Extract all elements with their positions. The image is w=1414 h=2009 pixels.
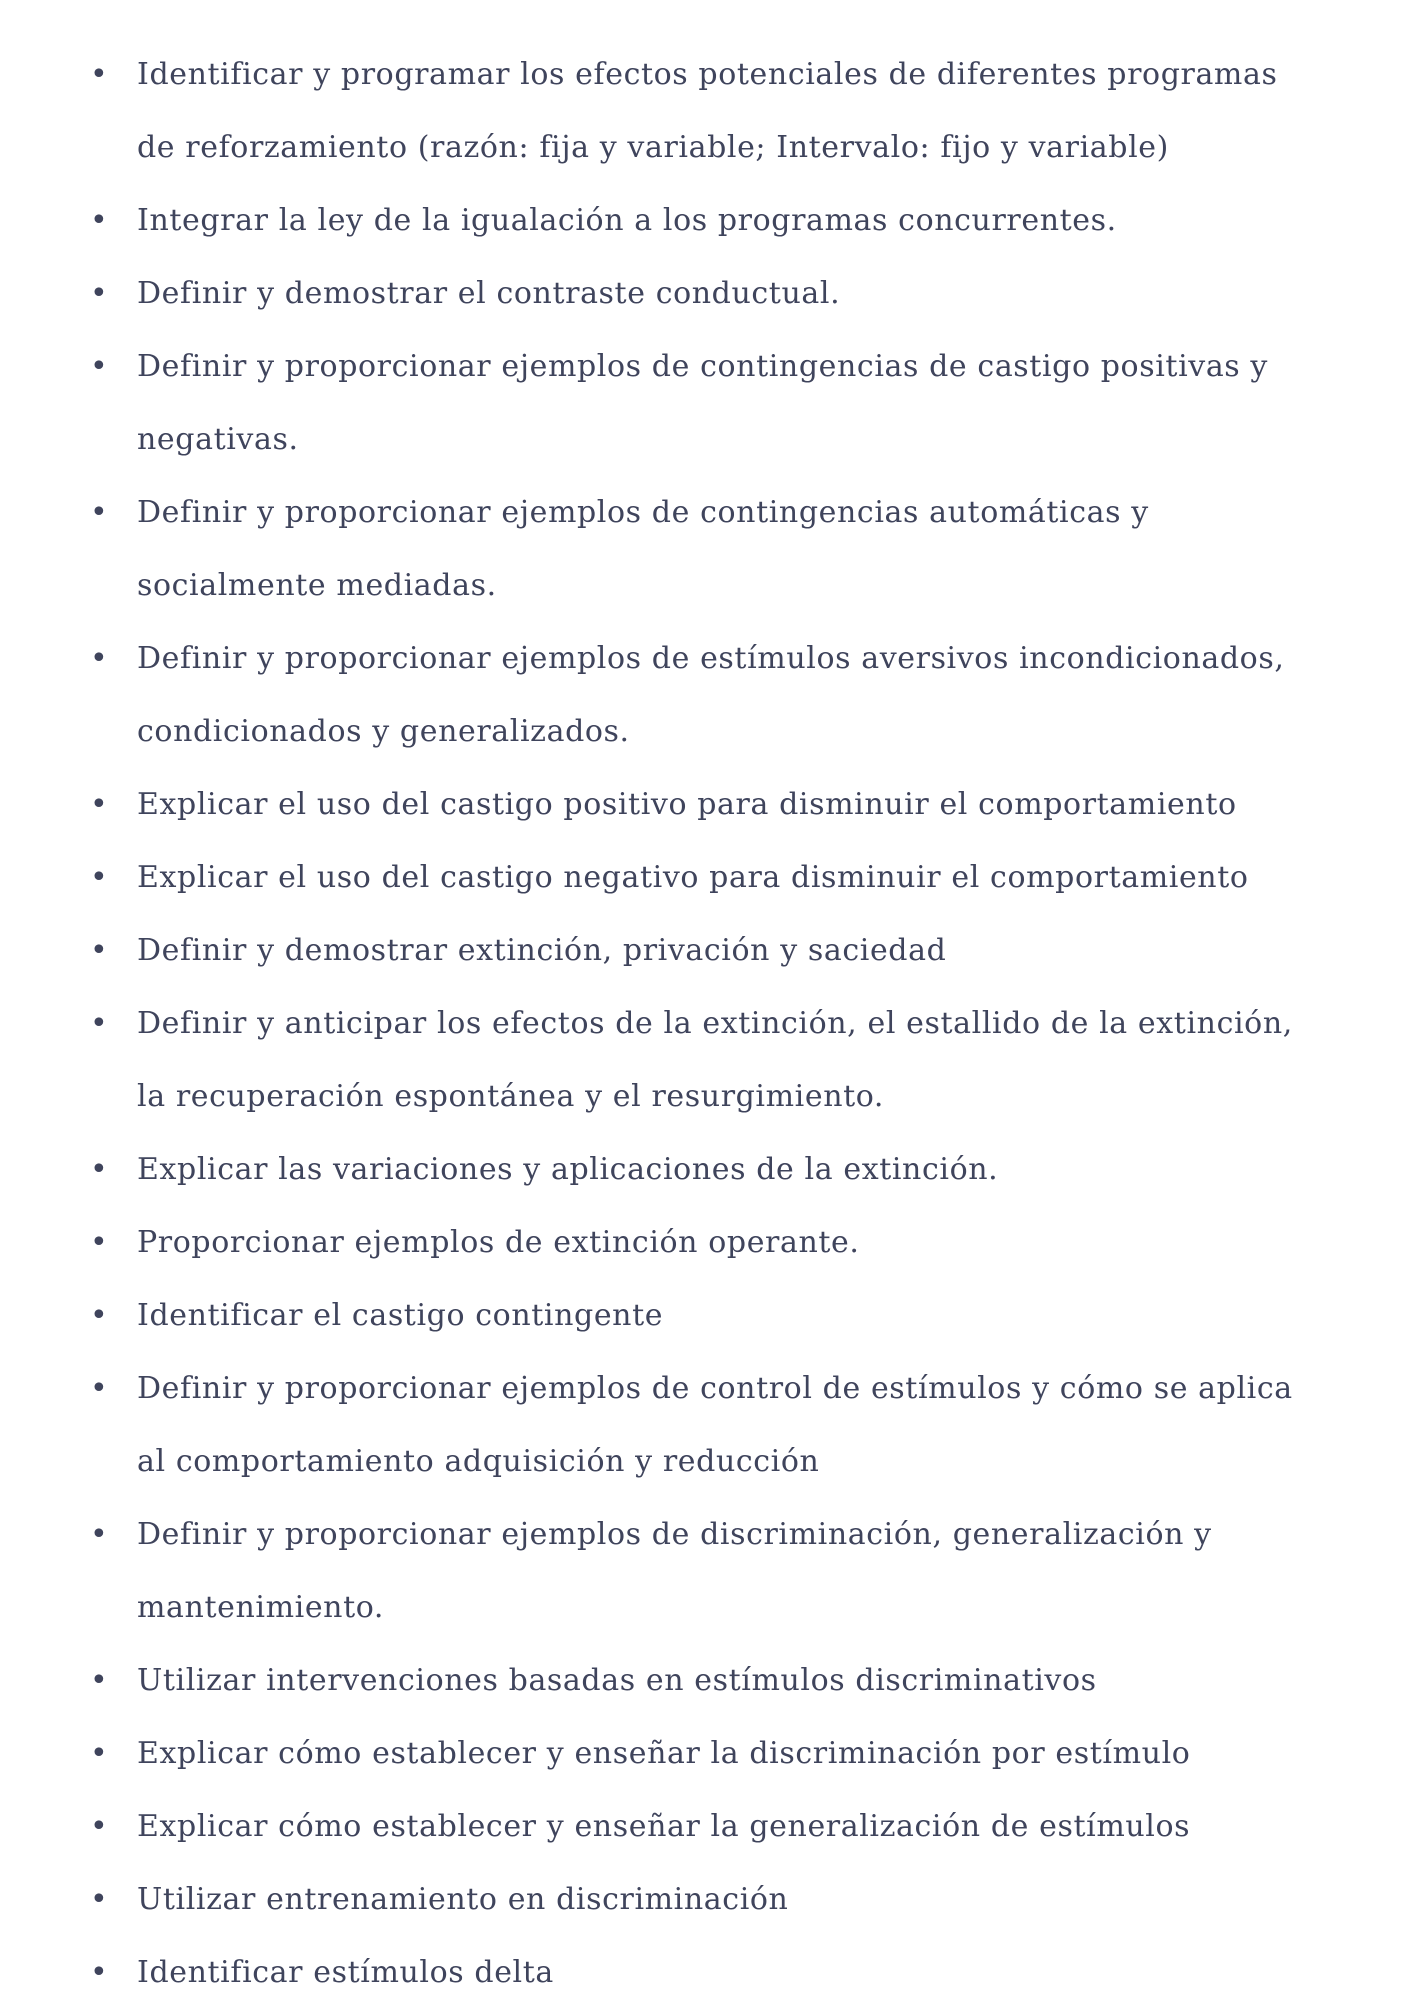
bullet-icon: • [90, 860, 109, 895]
list-item [90, 768, 1374, 841]
list-item-text: socialmente mediadas. [137, 568, 497, 603]
list-item-text: mantenimiento. [137, 1590, 385, 1625]
list-item-text: Explicar el uso del castigo negativo para disminuir el comportamiento [137, 860, 1249, 895]
list-item-text: Identificar el castigo contingente [137, 1298, 664, 1333]
list-item [90, 622, 1374, 768]
list-item-text: Definir y proporcionar ejemplos de estímulos aversivos incondicionados, [137, 641, 1285, 676]
list-item [90, 1790, 1374, 1863]
list-item [90, 1498, 1374, 1644]
bullet-icon: • [90, 1371, 109, 1406]
bullet-icon: • [90, 1736, 109, 1771]
list-item [90, 1279, 1374, 1352]
list-item [90, 1717, 1374, 1790]
bullet-icon: • [90, 1809, 109, 1844]
bullet-icon: • [90, 641, 109, 676]
list-item-text: Definir y anticipar los efectos de la extinción, el estallido de la extinción, [137, 1006, 1293, 1041]
list-item-text: Explicar las variaciones y aplicaciones de la extinción. [137, 1152, 999, 1187]
list-item [90, 1863, 1374, 1936]
list-item [90, 987, 1374, 1133]
list-item-text: Definir y demostrar el contraste conductual. [137, 276, 841, 311]
list-item [90, 1352, 1374, 1498]
list-item-text: Explicar cómo establecer y enseñar la generalización de estímulos [137, 1809, 1191, 1844]
bullet-icon: • [90, 1517, 109, 1552]
list-item-text: Definir y proporcionar ejemplos de control de estímulos y cómo se aplica [137, 1371, 1293, 1406]
list-item-text: Definir y proporcionar ejemplos de discriminación, generalización y [137, 1517, 1212, 1552]
list-item-text: Explicar el uso del castigo positivo para disminuir el comportamiento [137, 787, 1237, 822]
list-item-text: condicionados y generalizados. [137, 714, 630, 749]
list-item [90, 1936, 1374, 2009]
list-item [90, 330, 1374, 476]
list-item [90, 184, 1374, 257]
list-item-text: negativas. [137, 422, 299, 457]
bullet-icon: • [90, 787, 109, 822]
list-item [90, 1133, 1374, 1206]
list-item-text: de reforzamiento (razón: fija y variable; Intervalo: fijo y variable) [137, 130, 1169, 165]
list-item-text: Definir y proporcionar ejemplos de contingencias automáticas y [137, 495, 1149, 530]
list-item [90, 841, 1374, 914]
list-item-text: Integrar la ley de la igualación a los programas concurrentes. [137, 203, 1117, 238]
list-item-text: Identificar estímulos delta [137, 1955, 554, 1990]
list-item [90, 476, 1374, 622]
list-item [90, 914, 1374, 987]
bullet-icon: • [90, 495, 109, 530]
bullet-icon: • [90, 1006, 109, 1041]
list-item [90, 38, 1374, 184]
bullet-icon: • [90, 933, 109, 968]
bullet-icon: • [90, 57, 109, 92]
bullet-icon: • [90, 1663, 109, 1698]
list-item-text: al comportamiento adquisición y reducción [137, 1444, 820, 1479]
bullet-icon: • [90, 1298, 109, 1333]
bullet-icon: • [90, 1955, 109, 1990]
list-item [90, 1644, 1374, 1717]
bullet-icon: • [90, 1882, 109, 1917]
bullet-icon: • [90, 349, 109, 384]
list-item-text: Definir y demostrar extinción, privación y saciedad [137, 933, 947, 968]
list-item [90, 1206, 1374, 1279]
list-item-text: Identificar y programar los efectos potenciales de diferentes programas [137, 57, 1278, 92]
list-item-text: Utilizar intervenciones basadas en estímulos discriminativos [137, 1663, 1097, 1698]
bullet-icon: • [90, 203, 109, 238]
bullet-icon: • [90, 1152, 109, 1187]
list-item [90, 257, 1374, 330]
list-item-text: la recuperación espontánea y el resurgimiento. [137, 1079, 885, 1114]
bullet-icon: • [90, 276, 109, 311]
bullet-icon: • [90, 1225, 109, 1260]
list-item-text: Definir y proporcionar ejemplos de contingencias de castigo positivas y [137, 349, 1268, 384]
list-item-text: Proporcionar ejemplos de extinción operante. [137, 1225, 860, 1260]
list-item-text: Explicar cómo establecer y enseñar la discriminación por estímulo [137, 1736, 1191, 1771]
list-item-text: Utilizar entrenamiento en discriminación [137, 1882, 789, 1917]
